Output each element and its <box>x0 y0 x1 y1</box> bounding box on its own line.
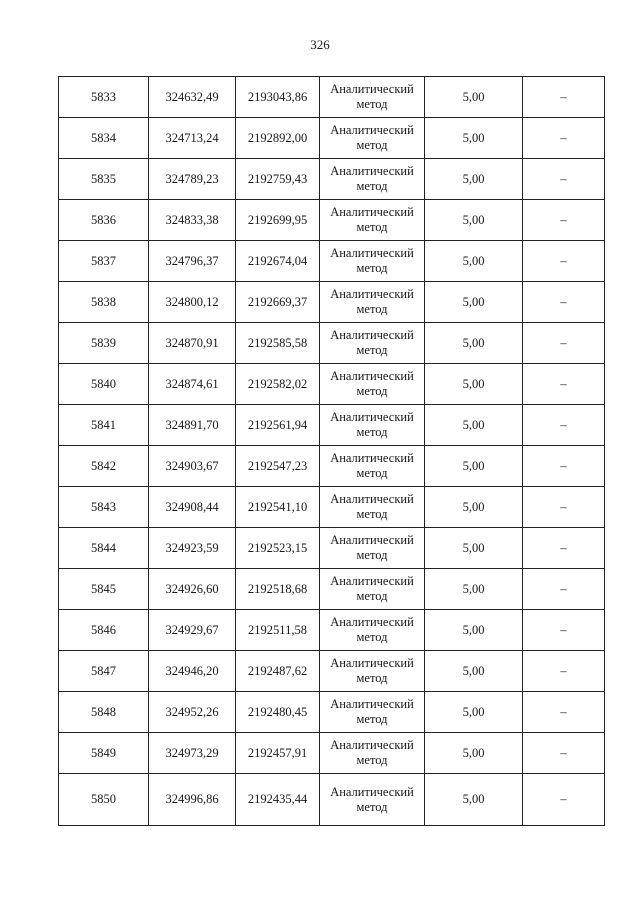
method-text: Аналитический метод <box>330 492 414 521</box>
y-coordinate-cell: 2192561,94 <box>236 405 320 446</box>
table-row <box>59 118 605 159</box>
accuracy-cell: 5,00 <box>425 200 523 241</box>
note-cell: – <box>523 77 605 118</box>
accuracy-cell: 5,00 <box>425 364 523 405</box>
method-cell <box>320 487 425 528</box>
method-cell <box>320 405 425 446</box>
table-row <box>59 323 605 364</box>
x-coordinate-cell: 324996,86 <box>149 774 236 826</box>
method-cell <box>320 528 425 569</box>
x-coordinate-cell: 324946,20 <box>149 651 236 692</box>
table-row <box>59 405 605 446</box>
accuracy-cell: 5,00 <box>425 405 523 446</box>
accuracy-cell: 5,00 <box>425 651 523 692</box>
x-coordinate-cell: 324870,91 <box>149 323 236 364</box>
method-text: Аналитический метод <box>330 164 414 193</box>
method-cell <box>320 569 425 610</box>
note-cell: – <box>523 323 605 364</box>
y-coordinate-cell: 2192480,45 <box>236 692 320 733</box>
table-row <box>59 241 605 282</box>
method-cell <box>320 118 425 159</box>
point-number-cell: 5846 <box>59 610 149 651</box>
point-number-cell: 5843 <box>59 487 149 528</box>
table-row <box>59 487 605 528</box>
point-number-cell: 5839 <box>59 323 149 364</box>
note-cell: – <box>523 487 605 528</box>
note-cell: – <box>523 692 605 733</box>
table-row <box>59 651 605 692</box>
point-number-cell: 5833 <box>59 77 149 118</box>
accuracy-cell: 5,00 <box>425 446 523 487</box>
accuracy-cell: 5,00 <box>425 282 523 323</box>
table-row <box>59 364 605 405</box>
y-coordinate-cell: 2192582,02 <box>236 364 320 405</box>
point-number-cell: 5847 <box>59 651 149 692</box>
x-coordinate-cell: 324632,49 <box>149 77 236 118</box>
y-coordinate-cell: 2192457,91 <box>236 733 320 774</box>
note-cell: – <box>523 282 605 323</box>
point-number-cell: 5842 <box>59 446 149 487</box>
method-text: Аналитический метод <box>330 697 414 726</box>
x-coordinate-cell: 324800,12 <box>149 282 236 323</box>
method-cell <box>320 77 425 118</box>
y-coordinate-cell: 2192759,43 <box>236 159 320 200</box>
x-coordinate-cell: 324833,38 <box>149 200 236 241</box>
method-text: Аналитический метод <box>330 533 414 562</box>
x-coordinate-cell: 324796,37 <box>149 241 236 282</box>
note-cell: – <box>523 528 605 569</box>
x-coordinate-cell: 324874,61 <box>149 364 236 405</box>
accuracy-cell: 5,00 <box>425 118 523 159</box>
method-cell <box>320 241 425 282</box>
method-text: Аналитический метод <box>330 574 414 603</box>
accuracy-cell: 5,00 <box>425 323 523 364</box>
method-cell <box>320 282 425 323</box>
method-text: Аналитический метод <box>330 738 414 767</box>
method-cell <box>320 200 425 241</box>
note-cell: – <box>523 651 605 692</box>
point-number-cell: 5841 <box>59 405 149 446</box>
accuracy-cell: 5,00 <box>425 774 523 826</box>
method-text: Аналитический метод <box>330 784 414 814</box>
x-coordinate-cell: 324952,26 <box>149 692 236 733</box>
note-cell: – <box>523 446 605 487</box>
table-row <box>59 774 605 826</box>
table-row <box>59 282 605 323</box>
note-cell: – <box>523 200 605 241</box>
point-number-cell: 5840 <box>59 364 149 405</box>
table-row <box>59 200 605 241</box>
method-cell <box>320 610 425 651</box>
method-text: Аналитический метод <box>330 369 414 398</box>
y-coordinate-cell: 2192699,95 <box>236 200 320 241</box>
method-cell <box>320 159 425 200</box>
point-number-cell: 5835 <box>59 159 149 200</box>
table-row <box>59 77 605 118</box>
page-number: 326 <box>310 37 330 52</box>
point-number-cell: 5850 <box>59 774 149 826</box>
note-cell: – <box>523 569 605 610</box>
point-number-cell: 5844 <box>59 528 149 569</box>
accuracy-cell: 5,00 <box>425 159 523 200</box>
y-coordinate-cell: 2192511,58 <box>236 610 320 651</box>
method-text: Аналитический метод <box>330 410 414 439</box>
note-cell: – <box>523 241 605 282</box>
point-number-cell: 5836 <box>59 200 149 241</box>
y-coordinate-cell: 2192892,00 <box>236 118 320 159</box>
y-coordinate-cell: 2192523,15 <box>236 528 320 569</box>
x-coordinate-cell: 324926,60 <box>149 569 236 610</box>
method-cell <box>320 774 425 826</box>
accuracy-cell: 5,00 <box>425 569 523 610</box>
x-coordinate-cell: 324929,67 <box>149 610 236 651</box>
y-coordinate-cell: 2192541,10 <box>236 487 320 528</box>
method-cell <box>320 733 425 774</box>
x-coordinate-cell: 324789,23 <box>149 159 236 200</box>
method-cell <box>320 651 425 692</box>
accuracy-cell: 5,00 <box>425 692 523 733</box>
x-coordinate-cell: 324903,67 <box>149 446 236 487</box>
table-row <box>59 692 605 733</box>
method-text: Аналитический метод <box>330 615 414 644</box>
accuracy-cell: 5,00 <box>425 733 523 774</box>
accuracy-cell: 5,00 <box>425 241 523 282</box>
method-text: Аналитический метод <box>330 246 414 275</box>
point-number-cell: 5834 <box>59 118 149 159</box>
y-coordinate-cell: 2192435,44 <box>236 774 320 826</box>
point-number-cell: 5838 <box>59 282 149 323</box>
accuracy-cell: 5,00 <box>425 610 523 651</box>
accuracy-cell: 5,00 <box>425 487 523 528</box>
note-cell: – <box>523 610 605 651</box>
x-coordinate-cell: 324713,24 <box>149 118 236 159</box>
note-cell: – <box>523 774 605 826</box>
method-cell <box>320 323 425 364</box>
coordinates-table-body <box>59 77 605 826</box>
point-number-cell: 5848 <box>59 692 149 733</box>
x-coordinate-cell: 324973,29 <box>149 733 236 774</box>
method-text: Аналитический метод <box>330 123 414 152</box>
method-text: Аналитический метод <box>330 451 414 480</box>
point-number-cell: 5845 <box>59 569 149 610</box>
table-row <box>59 446 605 487</box>
method-text: Аналитический метод <box>330 82 414 111</box>
point-number-cell: 5837 <box>59 241 149 282</box>
method-cell <box>320 364 425 405</box>
accuracy-cell: 5,00 <box>425 77 523 118</box>
x-coordinate-cell: 324891,70 <box>149 405 236 446</box>
y-coordinate-cell: 2192585,58 <box>236 323 320 364</box>
table-row <box>59 159 605 200</box>
note-cell: – <box>523 733 605 774</box>
method-text: Аналитический метод <box>330 328 414 357</box>
table-row <box>59 610 605 651</box>
accuracy-cell: 5,00 <box>425 528 523 569</box>
method-cell <box>320 446 425 487</box>
y-coordinate-cell: 2192518,68 <box>236 569 320 610</box>
x-coordinate-cell: 324908,44 <box>149 487 236 528</box>
table-row <box>59 733 605 774</box>
y-coordinate-cell: 2192674,04 <box>236 241 320 282</box>
y-coordinate-cell: 2192669,37 <box>236 282 320 323</box>
method-text: Аналитический метод <box>330 287 414 316</box>
y-coordinate-cell: 2192547,23 <box>236 446 320 487</box>
y-coordinate-cell: 2192487,62 <box>236 651 320 692</box>
x-coordinate-cell: 324923,59 <box>149 528 236 569</box>
coordinates-table <box>58 76 605 826</box>
method-text: Аналитический метод <box>330 205 414 234</box>
y-coordinate-cell: 2193043,86 <box>236 77 320 118</box>
table-row <box>59 528 605 569</box>
point-number-cell: 5849 <box>59 733 149 774</box>
table-row <box>59 569 605 610</box>
method-cell <box>320 692 425 733</box>
note-cell: – <box>523 405 605 446</box>
method-text: Аналитический метод <box>330 656 414 685</box>
note-cell: – <box>523 118 605 159</box>
note-cell: – <box>523 364 605 405</box>
note-cell: – <box>523 159 605 200</box>
